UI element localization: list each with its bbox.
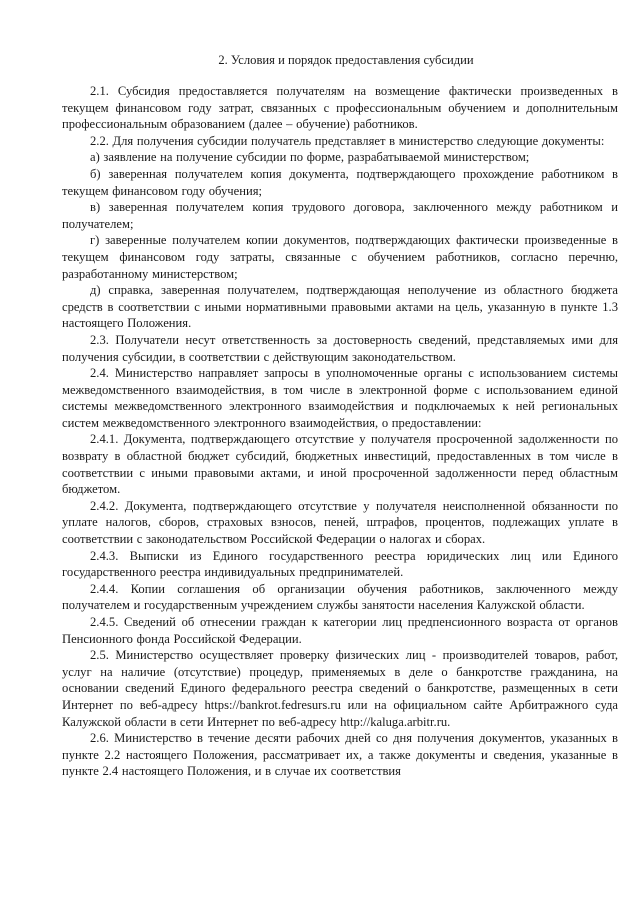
paragraph-2-5: 2.5. Министерство осуществляет проверку физических лиц - производителей товаров, работ, услуг на наличие (отсутствие) процедур, применяемых в деле о банкротстве гражданина, на основании сведений Единого федерального реестра сведений о банкротстве, размещенных в сети Интернет по веб-адресу https://bankrot.fedresurs.ru или на официальном сайте Арбитражного суда Калужской области в сети Интернет по веб-адресу http://kaluga.arbitr.ru. [62, 648, 618, 729]
list-item-d: д) справка, заверенная получателем, подтверждающая неполучение из областного бюджета средств в соответствии с иными нормативными правовыми актами на цель, указанную в пункте 1.3 настоящего Положения. [62, 283, 618, 331]
paragraph-2-6: 2.6. Министерство в течение десяти рабочих дней со дня получения документов, указанных в пункте 2.2 настоящего Положения, рассматривает их, а также документы и сведения, указанные в пункте 2.4 настоящего Положения, и в случае их соответствия [62, 731, 618, 779]
paragraph-2-2: 2.2. Для получения субсидии получатель представляет в министерство следующие документы: [90, 133, 605, 148]
paragraph-2-1: 2.1. Субсидия предоставляется получателям на возмещение фактически произведенных в текущем финансовом году затрат, связанных с профессиональным обучением и дополнительным профессиональным образованием (далее – обучение) работников. [62, 84, 618, 132]
paragraph-2-4-2: 2.4.2. Документа, подтверждающего отсутствие у получателя неисполненной обязанности по уплате налогов, сборов, страховых взносов, пеней, штрафов, процентов, подлежащих уплате в соответствии с законодательством Российской Федерации о налогах и сборах. [62, 498, 618, 547]
paragraph-2-4: 2.4. Министерство направляет запросы в уполномоченные органы с использованием системы межведомственного взаимодействия, в том числе в электронной форме с использованием единой системы межведомственного электронного взаимодействия и подключаемых к ней региональных систем межведомственного электронного взаимодействия, о предоставлении: [62, 366, 618, 430]
list-item-v: в) заверенная получателем копия трудового договора, заключенного между работником и получателем; [62, 200, 618, 231]
paragraph-2-4-5: 2.4.5. Сведений об отнесении граждан к категории лиц предпенсионного возраста от органов Пенсионного фонда Российской Федерации. [62, 615, 618, 646]
list-item-g: г) заверенные получателем копии документов, подтверждающих фактически произведенные в текущем финансовом году затраты, связанные с обучением работников, согласно перечню, разработанному министерством; [62, 233, 618, 281]
list-item-a: а) заявление на получение субсидии по форме, разрабатываемой министерством; [90, 150, 530, 165]
paragraph-2-3: 2.3. Получатели несут ответственность за достоверность сведений, представляемых ими для получения субсидии, в соответствии с действующим законодательством. [62, 332, 618, 364]
paragraph-2-4-4: 2.4.4. Копии соглашения об организации обучения работников, заключенного между получателем и государственным учреждением службы занятости населения Калужской области. [62, 581, 618, 613]
list-item-b: б) заверенная получателем копия документа, подтверждающего прохождение работником в текущем финансовом году обучения; [62, 166, 618, 198]
section-title: 2. Условия и порядок предоставления субсидии [218, 53, 474, 67]
paragraph-2-4-3: 2.4.3. Выписки из Единого государственного реестра юридических лиц или Единого государственного реестра индивидуальных предпринимателей. [62, 548, 618, 580]
paragraph-2-4-1: 2.4.1. Документа, подтверждающего отсутствие у получателя просроченной задолженности по возврату в областной бюджет субсидий, бюджетных инвестиций, предоставленных в том числе в соответствии с иными правовыми актами, и иной просроченной задолженности перед областным бюджетом. [62, 432, 618, 497]
